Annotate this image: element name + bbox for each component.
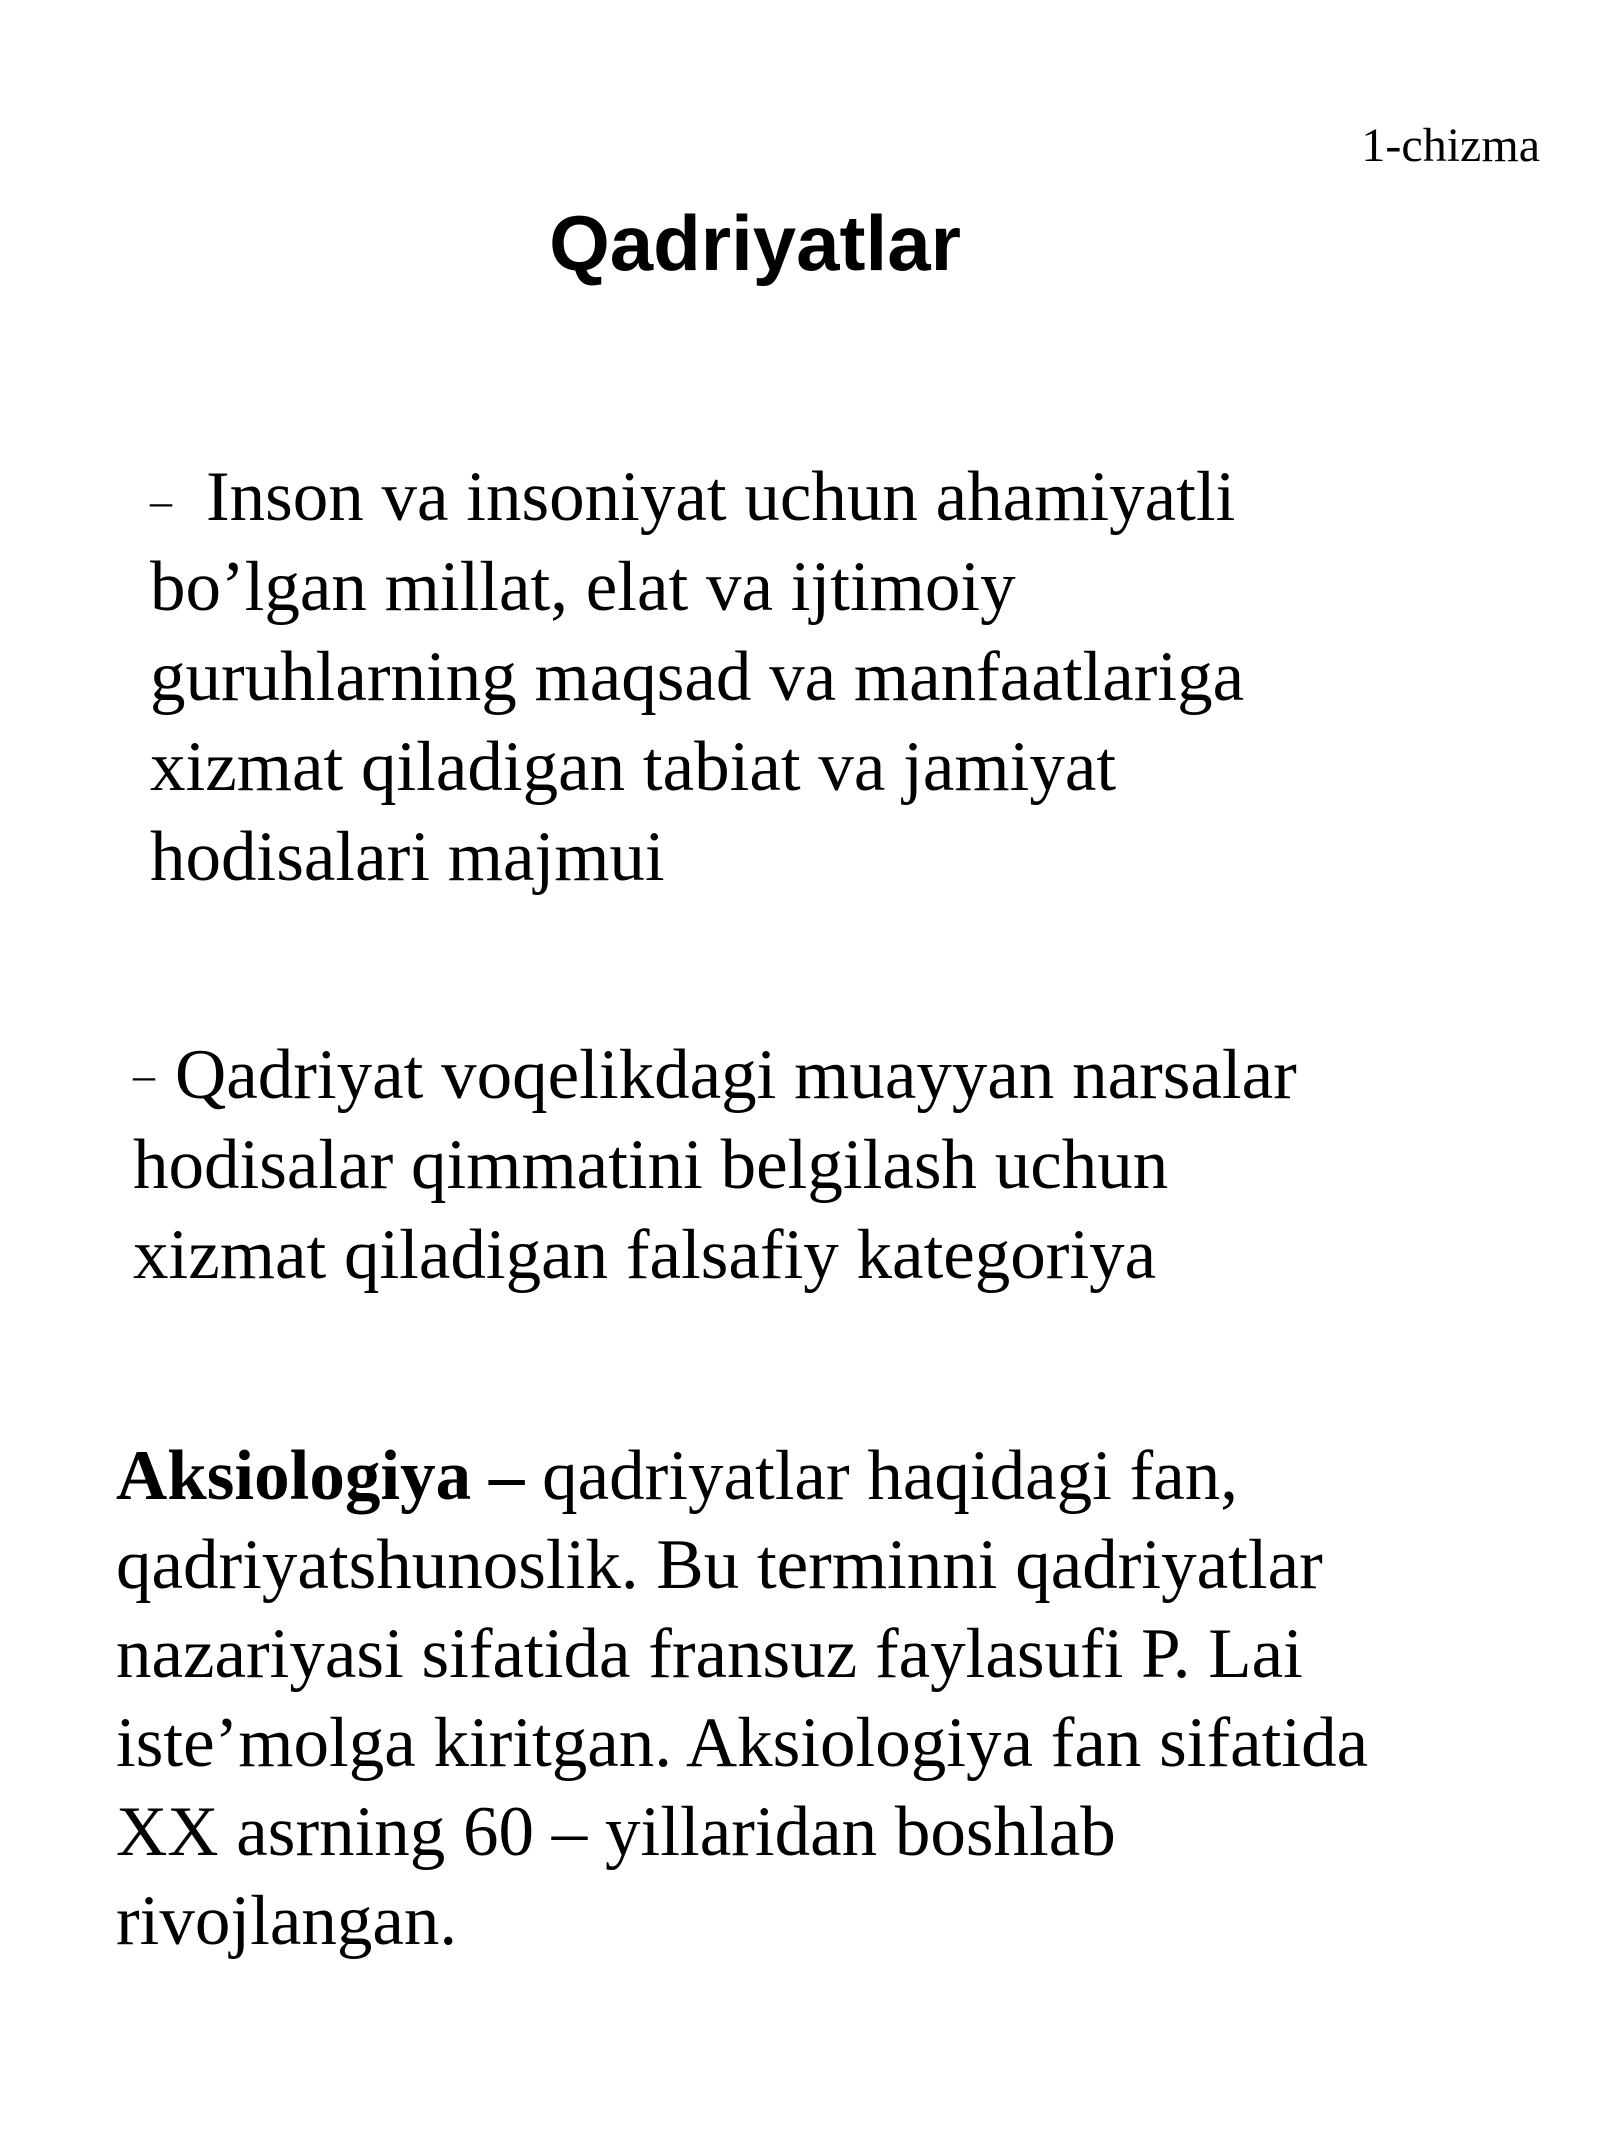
paragraph-line: nazariyasi sifatida fransuz faylasufi P. Lai xyxy=(116,1615,1303,1693)
definition-2 xyxy=(133,1030,1297,1300)
definition-line: bo’lgan millat, elat va ijtimoiy xyxy=(150,548,1016,626)
dash-marker: – xyxy=(150,477,172,526)
definition-line: hodisalar qimmatini belgilash uchun xyxy=(133,1126,1169,1204)
definition-line: guruhlarning maqsad va manfaatlariga xyxy=(150,638,1245,716)
definition-line: Inson va insoniyat uchun ahamiyatli xyxy=(206,458,1236,536)
figure-label: 1-chizma xyxy=(1361,119,1540,172)
aksiologiya-paragraph xyxy=(116,1432,1368,1966)
definition-line: Qadriyat voqelikdagi muayyan narsalar xyxy=(175,1036,1297,1114)
dash-marker: – xyxy=(133,1051,155,1100)
definition-1 xyxy=(150,452,1244,902)
definition-line: xizmat qiladigan falsafiy kategoriya xyxy=(133,1216,1157,1294)
paragraph-line: qadriyatshunoslik. Bu terminni qadriyatlar xyxy=(116,1526,1323,1604)
paragraph-line: rivojlangan. xyxy=(116,1882,458,1960)
definition-line: xizmat qiladigan tabiat va jamiyat xyxy=(150,728,1117,806)
paragraph-line xyxy=(116,1432,1368,1521)
paragraph-line: XX asrning 60 – yillaridan boshlab xyxy=(116,1793,1116,1871)
page-title: Qadriyatlar xyxy=(549,199,961,287)
paragraph-text: qadriyatlar haqidagi fan, xyxy=(524,1437,1238,1515)
paragraph-line: iste’molga kiritgan. Aksiologiya fan sifatida xyxy=(116,1704,1369,1782)
definition-line: hodisalari majmui xyxy=(150,818,665,896)
term-aksiologiya: Aksiologiya – xyxy=(116,1437,525,1515)
